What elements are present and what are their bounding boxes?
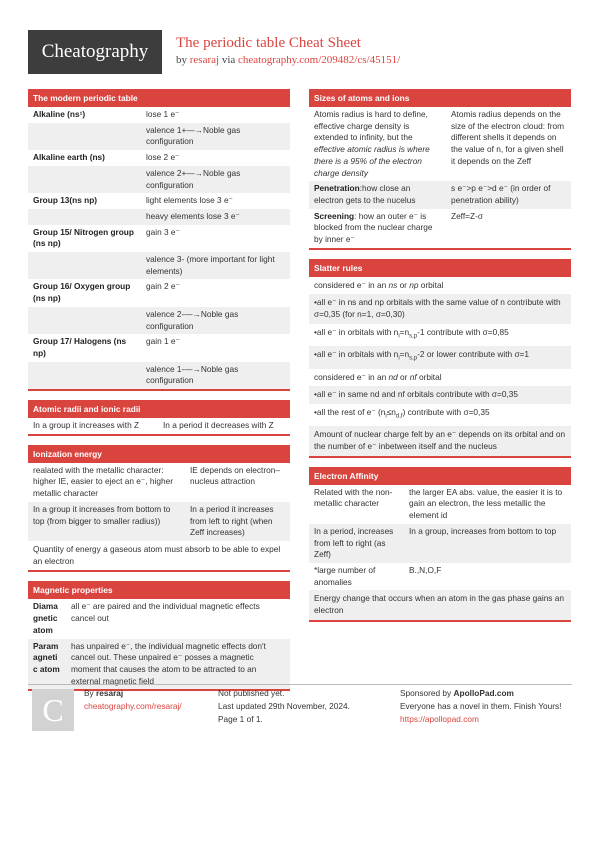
row-value: Zeff=Z-σ bbox=[451, 210, 483, 221]
row-key bbox=[28, 252, 141, 279]
text: considered e⁻ in an bbox=[314, 279, 389, 290]
subscript: s,p bbox=[409, 333, 418, 340]
text: •all the rest of e⁻ (n bbox=[314, 406, 386, 417]
text: -1 contribute with σ=0,85 bbox=[417, 326, 509, 337]
section-modern-periodic-table bbox=[28, 89, 290, 391]
row-value: In a group, increases from bottom to top bbox=[409, 525, 557, 536]
text: or bbox=[397, 279, 410, 290]
row-value: B.,N,O,F bbox=[409, 564, 442, 575]
section-title: Slatter rules bbox=[309, 259, 571, 277]
list-item bbox=[309, 324, 571, 346]
row-value: valence 2-—→Noble gas configuration bbox=[146, 308, 239, 331]
row-text: : how an outer e⁻ is blocked from the nuclear charge by inner e⁻ bbox=[314, 210, 433, 245]
row-value bbox=[309, 181, 446, 208]
table-row bbox=[28, 599, 290, 638]
row-text-italic: effective atomic radius is where there is a 95% of the electron charge density bbox=[314, 144, 430, 178]
section-title: Atomic radii and ionic radii bbox=[28, 400, 290, 418]
row-value: has unpaired e⁻, the individual magnetic effects don't cancel out. These unpaired e⁻ posses a magnetic moment that causes the atom to be attracted to an external magnetic field bbox=[71, 640, 266, 686]
section-atomic-radii bbox=[28, 400, 290, 436]
row-value: light elements lose 3 e⁻ bbox=[146, 195, 233, 206]
sponsor-name[interactable]: ApolloPad.com bbox=[453, 688, 514, 698]
text: considered e⁻ in an bbox=[314, 371, 389, 382]
row-value: Atomis radius depends on the size of the electron cloud: from different shells it depends on the value of n, for a given shell it depends on the Zeff bbox=[451, 109, 564, 166]
row-value: gain 3 e⁻ bbox=[146, 226, 180, 237]
right-column bbox=[309, 89, 571, 631]
row-key: Group 16/ Oxygen group (ns np) bbox=[33, 281, 131, 304]
subscript: d,f bbox=[395, 413, 403, 420]
list-item: •all e⁻ in ns and np orbitals with the same value of n contribute with σ=0,35 (for n=1, σ=0,30) bbox=[309, 294, 571, 323]
table-row bbox=[28, 502, 290, 541]
row-key bbox=[28, 209, 141, 225]
row-key bbox=[28, 166, 141, 193]
row-value: gain 2 e⁻ bbox=[146, 281, 180, 292]
footer-author-name[interactable]: resaraj bbox=[96, 688, 124, 698]
text: nf bbox=[409, 371, 417, 382]
text: -2 or lower contribute with σ=1 bbox=[417, 349, 530, 360]
list-item: •all e⁻ in same nd and nf orbitals contribute with σ=0,35 bbox=[309, 386, 571, 404]
table-row bbox=[28, 150, 290, 166]
table-row bbox=[28, 193, 290, 209]
table-row bbox=[28, 418, 290, 434]
byline bbox=[176, 54, 400, 66]
row-value: heavy elements lose 3 e⁻ bbox=[146, 210, 240, 221]
by-label: By bbox=[84, 688, 94, 698]
definition-text: Energy change that occurs when an atom in the gas phase gains an electron bbox=[309, 590, 571, 619]
page-title: The periodic table Cheat Sheet bbox=[176, 35, 361, 51]
section-magnetic-properties bbox=[28, 581, 290, 691]
text: or bbox=[397, 371, 410, 382]
text: orbital bbox=[416, 371, 442, 382]
section-sizes-of-atoms bbox=[309, 89, 571, 250]
footer-publish-info bbox=[218, 687, 388, 726]
text: ≤n bbox=[386, 406, 396, 417]
sponsor-tagline: Everyone has a novel in them. Finish Yours! bbox=[400, 701, 562, 711]
table-row bbox=[309, 107, 571, 181]
via-label: via bbox=[221, 54, 236, 66]
row-value bbox=[309, 107, 446, 181]
table-row bbox=[28, 166, 290, 193]
row-value: realated with the metallic character: higher IE, easier to eject an e⁻, higher metallic character bbox=[33, 464, 173, 499]
list-item bbox=[309, 404, 571, 426]
page-footer bbox=[28, 684, 572, 755]
row-key: Group 17/ Halogens (ns np) bbox=[33, 336, 127, 358]
row-value: In a group it increases with Z bbox=[33, 420, 140, 431]
section-ionization-energy bbox=[28, 445, 290, 573]
by-label: by bbox=[176, 54, 187, 66]
sponsor-label: Sponsored by bbox=[400, 688, 452, 698]
row-value: s e⁻>p e⁻>d e⁻ (in order of penetration ability) bbox=[451, 183, 551, 205]
text: orbital bbox=[418, 279, 444, 290]
sheet-url-link[interactable]: cheatography.com/209482/cs/45151/ bbox=[238, 54, 401, 66]
row-key: Alkaline earth (ns) bbox=[33, 152, 105, 163]
author-link[interactable]: resaraj bbox=[189, 54, 220, 66]
footer-author bbox=[84, 687, 214, 713]
row-value bbox=[309, 209, 446, 248]
table-row bbox=[28, 225, 290, 252]
text: =n bbox=[399, 349, 410, 360]
footer-author-link[interactable]: cheatography.com/resaraj/ bbox=[84, 701, 182, 711]
subscript: s,p bbox=[409, 355, 418, 362]
section-title: Electron Affinity bbox=[309, 467, 571, 485]
table-row bbox=[309, 181, 571, 208]
table-row bbox=[28, 107, 290, 123]
table-row bbox=[28, 279, 290, 306]
row-value: *large number of anomalies bbox=[314, 564, 376, 587]
left-column bbox=[28, 89, 290, 700]
table-row bbox=[309, 209, 571, 248]
sponsor-link[interactable]: https://apollopad.com bbox=[400, 714, 479, 724]
list-item bbox=[309, 346, 571, 368]
row-key bbox=[28, 307, 141, 334]
row-key: Screening bbox=[314, 210, 355, 221]
row-value: the larger EA abs. value, the easier it is to gain an electron, the less metallic the element id bbox=[409, 486, 563, 521]
row-value: valence 3- (more important for light elements) bbox=[146, 254, 275, 276]
page-header bbox=[28, 30, 572, 74]
row-value: valence 1-—→Noble gas configuration bbox=[146, 363, 239, 386]
row-value: valence 1+—→Noble gas configuration bbox=[146, 124, 241, 147]
row-value: In a period it decreases with Z bbox=[163, 420, 274, 431]
table-row bbox=[28, 463, 290, 502]
row-key: Alkaline (ns¹) bbox=[33, 109, 86, 119]
table-row bbox=[309, 563, 571, 590]
footer-author-line bbox=[84, 687, 214, 700]
row-key: Penetration bbox=[314, 183, 360, 194]
section-title: The modern periodic table bbox=[28, 89, 290, 107]
row-value: valence 2+—→Noble gas configuration bbox=[146, 167, 241, 190]
row-text: Atomis radius is hard to define, effective charge density is extended to infinity, but the bbox=[314, 109, 428, 143]
subscript: i bbox=[385, 413, 387, 420]
table-row bbox=[28, 307, 290, 334]
table-row bbox=[28, 123, 290, 150]
row-key: Diamagnetic atom bbox=[33, 601, 58, 635]
row-value: IE depends on electron–nucleus attraction bbox=[190, 464, 280, 487]
row-value: In a period, increases from left to right (as Zeff) bbox=[314, 525, 394, 560]
text: ) contribute with σ=0,35 bbox=[402, 406, 490, 417]
table-row bbox=[28, 334, 290, 361]
table-row bbox=[28, 252, 290, 279]
text: •all e⁻ in orbitals with n bbox=[314, 326, 399, 337]
subscript: i bbox=[398, 355, 400, 362]
table-row bbox=[28, 209, 290, 225]
definition-text: Quantity of energy a gaseous atom must absorb to be able to expel an electron bbox=[33, 543, 281, 566]
row-key bbox=[28, 123, 141, 150]
table-row bbox=[28, 639, 290, 690]
cheatography-c-logo: C bbox=[32, 689, 74, 731]
row-value: all e⁻ are paired and the individual magnetic effects cancel out bbox=[71, 601, 260, 624]
row-key: Group 15/ Nitrogen group (ns np) bbox=[33, 226, 134, 249]
row-value: lose 2 e⁻ bbox=[146, 152, 180, 163]
last-updated: Last updated 29th November, 2024. bbox=[218, 701, 350, 711]
row-value: lose 1 e⁻ bbox=[146, 109, 180, 119]
table-row bbox=[309, 485, 571, 524]
sponsor-line bbox=[400, 687, 572, 700]
table-row bbox=[309, 524, 571, 563]
text: ns bbox=[388, 279, 398, 290]
text: np bbox=[409, 279, 419, 290]
text: nd bbox=[388, 371, 398, 382]
page-count: Page 1 of 1. bbox=[218, 714, 263, 724]
footer-sponsor bbox=[400, 687, 572, 726]
list-item bbox=[309, 369, 571, 387]
row-value: In a period it increases from left to right (when Zeff increases) bbox=[190, 503, 274, 538]
section-electron-affinity bbox=[309, 467, 571, 622]
row-key: Group 13(ns np) bbox=[33, 195, 98, 206]
row-key bbox=[28, 362, 141, 389]
cheatography-logo[interactable]: Cheatography bbox=[28, 30, 162, 74]
section-title: Ionization energy bbox=[28, 445, 290, 463]
section-title: Magnetic properties bbox=[28, 581, 290, 599]
row-text: :how close an electron gets to the nucelus bbox=[314, 183, 416, 205]
table-row bbox=[28, 362, 290, 389]
text: =n bbox=[399, 326, 410, 337]
section-slatter-rules bbox=[309, 259, 571, 458]
row-value: Related with the non-metallic character bbox=[314, 486, 393, 509]
list-item bbox=[309, 277, 571, 295]
text: •all e⁻ in orbitals with n bbox=[314, 349, 399, 360]
row-key: Paramagnetic atom bbox=[33, 640, 60, 674]
definition-text: Amount of nuclear charge felt by an e⁻ depends on its orbital and on the number of e⁻ inbetween itself and the nucleus bbox=[309, 426, 571, 455]
publish-status: Not published yet. bbox=[218, 688, 285, 698]
row-value: In a group it increases from bottom to top (from bigger to smaller radius)) bbox=[33, 503, 171, 526]
section-title: Sizes of atoms and ions bbox=[309, 89, 571, 107]
row-value: gain 1 e⁻ bbox=[146, 336, 180, 347]
subscript: i bbox=[398, 333, 400, 340]
